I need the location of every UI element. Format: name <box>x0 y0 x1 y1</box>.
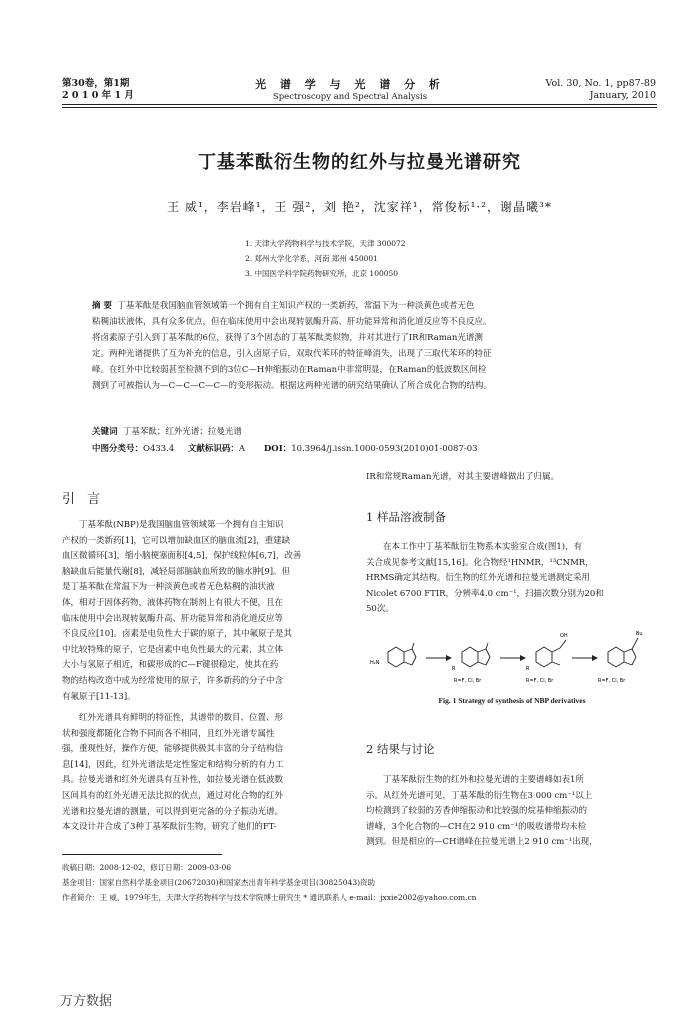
synthesis-scheme <box>366 622 658 690</box>
intro-para-2: 红外光谱具有鲜明的特征性，其谱带的数目、位置、形 状和强度都随化合物不同而各不相同，且红外光谱专属性 强，重现性好，操作方便，能够提供极其丰富的分子结构信 息[14]，因此，红外光谱法是定性鉴定和结构分析的有力工 具。拉曼光谱和红外光谱具有互补性，如拉曼光谱在低波数 区间具有的红外光谱无法比拟的优点，通过对化合物的红外 光谱和拉曼光谱的测量，可以得到更完备的分子振动光谱。 本文设计并合成了3种丁基苯酞衍生物，研究了他们的FT- <box>62 713 284 833</box>
affiliation-3: 3. 中国医学科学院药物研究所，北京 100050 <box>245 269 399 278</box>
keywords-label: 关键词 <box>92 427 118 437</box>
intro-continuation: IR和常规Raman光谱，对其主要谱峰做出了归属。 <box>366 472 560 482</box>
keywords <box>92 424 652 440</box>
keywords-text: 丁基苯酞；红外光谱；拉曼光谱 <box>122 427 242 437</box>
intro-para-1: 丁基苯酞(NBP)是我国脑血管领域第一个拥有自主知识 产权的一类新药[1]，它可以增加缺血区的脑血流[2]，重建缺 血区微循环[3]，缩小脑梗塞面积[4,5]，保护线粒体[6,7]，改善 脑缺血后能量代谢[8]，减轻局部脑缺血所致的脑水肿[9]。但 是丁基苯酞在常温下为一种淡黄色或者无色粘稠的油状液 体，相对于固体药物，液体药物在制剂上有很大不便，且在 临床使用中会出现转氨酶升高、肝功能异常和消化道反应等 不良反应[10]。卤素是电负性大于碳的原子，其中氟原子是其 中比较特殊的原子，它是卤素中电负性最大的元素，其立体 大小与氢原子相近，和碳形成的C—F键很稳定，使其在药 物的结构改造中成为经常使用的原子，许多新药的分子中含 有氟原子[11-13]。 <box>62 520 302 702</box>
classification: 中图分类号：O433.4 文献标识码：A DOI：10.3964/j.issn.1000-0593(2010)01-0087-03 <box>92 444 478 454</box>
author-list: 王 威¹，李岩峰¹，王 强²，刘 艳²，沈家祥¹，常俊标¹·²，谢晶曦³* <box>167 200 552 214</box>
abstract-line-3: 将卤素原子引入到丁基苯酞的6位，获得了3个固态的丁基苯酞类似物，并对其进行了IR和Raman光谱测 <box>92 333 483 343</box>
affiliation-list <box>245 236 406 281</box>
substituent-2: R=F, Cl, Br <box>526 678 554 684</box>
doi-value: 10.3964/j.issn.1000-0593(2010)01-0087-03 <box>291 444 478 454</box>
header-issue <box>62 78 134 102</box>
structure-4 <box>608 638 638 667</box>
header-pages <box>546 78 656 102</box>
footnote-rule <box>62 854 222 855</box>
doc-code: A <box>238 444 245 454</box>
header-rule-thin <box>62 107 657 108</box>
source-watermark: 万方数据 <box>60 994 113 1009</box>
abstract-line-4: 定。两种光谱提供了互为补充的信息，引入卤原子后，双取代苯环的特征峰消失，出现了三取代苯环的特征 <box>92 349 492 359</box>
header-rule <box>62 104 657 105</box>
arrow-head-2 <box>520 655 526 661</box>
arrow-head-1 <box>446 655 452 661</box>
abstract-line-1: 摘 要 丁基苯酞是我国脑血管领域第一个拥有自主知识产权的一类新药，常温下为一种淡黄色或者无色 <box>92 301 475 311</box>
header-journal <box>200 76 500 102</box>
journal-title-en: Spectroscopy and Spectral Analysis <box>272 92 428 102</box>
structure-1 <box>388 643 416 667</box>
figure-caption: Fig. 1 Strategy of synthesis of NBP derivatives <box>438 696 586 705</box>
footnote-received: 收稿日期：2008-12-02，修订日期：2009-03-06 <box>62 863 231 872</box>
paper-title: 丁基苯酞衍生物的红外与拉曼光谱研究 <box>198 152 521 173</box>
section-2-heading: 2 结果与讨论 <box>366 742 435 756</box>
header-vol-pages: Vol. 30, No. 1, pp87-89 <box>545 78 656 89</box>
footnotes <box>62 860 662 905</box>
clc-value: O433.4 <box>143 444 175 454</box>
substituent-3: R=F, Cl, Br <box>598 678 626 684</box>
abstract-label: 摘 要 <box>92 301 112 311</box>
arrow-head-3 <box>592 655 598 661</box>
affiliation-1: 1. 天津大学药物科学与技术学院，天津 300072 <box>245 239 406 248</box>
label-r-1: R <box>452 666 456 672</box>
header-month: January, 2010 <box>589 90 656 101</box>
abstract-line-6: 测到了可被指认为—C—C—C—C—的变形振动。根据这两种光谱的研究结果确认了所合成化合物的结构。 <box>92 381 493 391</box>
header-date: 2 0 1 0 年 1 月 <box>62 90 134 101</box>
intro-heading: 引 言 <box>62 492 105 507</box>
structure-2 <box>462 643 490 667</box>
substituent-1: R=F, Cl, Br <box>454 678 482 684</box>
abstract-line-2: 粘稠油状液体，具有众多优点，但在临床使用中会出现转氨酶升高、肝功能异常和消化道反应等不良反应。 <box>92 317 492 327</box>
label-h2n: H₂N <box>370 660 380 666</box>
section-1-heading: 1 样品溶液制备 <box>366 510 446 524</box>
header-volume: 第30卷，第1期 <box>62 78 130 89</box>
abstract-line-5: 峰。在红外中比较弱甚至检测不到的3位C—H伸缩振动在Raman中非常明显，在Raman的低波数区间检 <box>92 365 487 375</box>
label-bu: Bu <box>636 631 643 637</box>
footnote-author: 作者简介：王 威，1979年生，天津大学药物科学与技术学院博士研究生 * 通讯联系人 e-mail：jxxie2002@yahoo.com.cn <box>62 893 477 902</box>
abstract <box>92 298 652 394</box>
section-2-para: 丁基苯酞衍生物的红外和拉曼光谱的主要谱峰如表1所 示。从红外光谱可见，丁基苯酞的衍生物在3 000 cm⁻¹以上 均检测到了较弱的芳香伸缩振动和比较强的烷基伸缩振动的 谱峰，3个化合物的—CH在2 910 cm⁻¹的吸收谱带均未检 测到。但是相应的—CH谱峰在拉曼光谱上2 910 cm⁻¹出现， <box>366 775 598 848</box>
journal-title-cn: 光 谱 学 与 光 谱 分 析 <box>255 78 445 91</box>
structure-3 <box>536 640 566 667</box>
affiliation-2: 2. 郑州大学化学系，河南 郑州 450001 <box>245 254 378 263</box>
label-oh: OH <box>560 633 568 639</box>
label-r-2: R <box>526 666 530 672</box>
footnote-funding: 基金项目：国家自然科学基金项目(20672030)和国家杰出青年科学基金项目(30825043)资助 <box>62 878 376 887</box>
section-1-para: 在本工作中丁基苯酞衍生物系本实验室合成(图1)，有 关合成见参考文献[15,16]。化合物经¹HNMR，¹³CNMR， HRMS确定其结构。衍生物的红外光谱和拉曼光谱测定采用 Nicolet 6700 FTIR，分辨率4.0 cm⁻¹，扫描次数分别为20和 50次。 <box>366 542 604 615</box>
